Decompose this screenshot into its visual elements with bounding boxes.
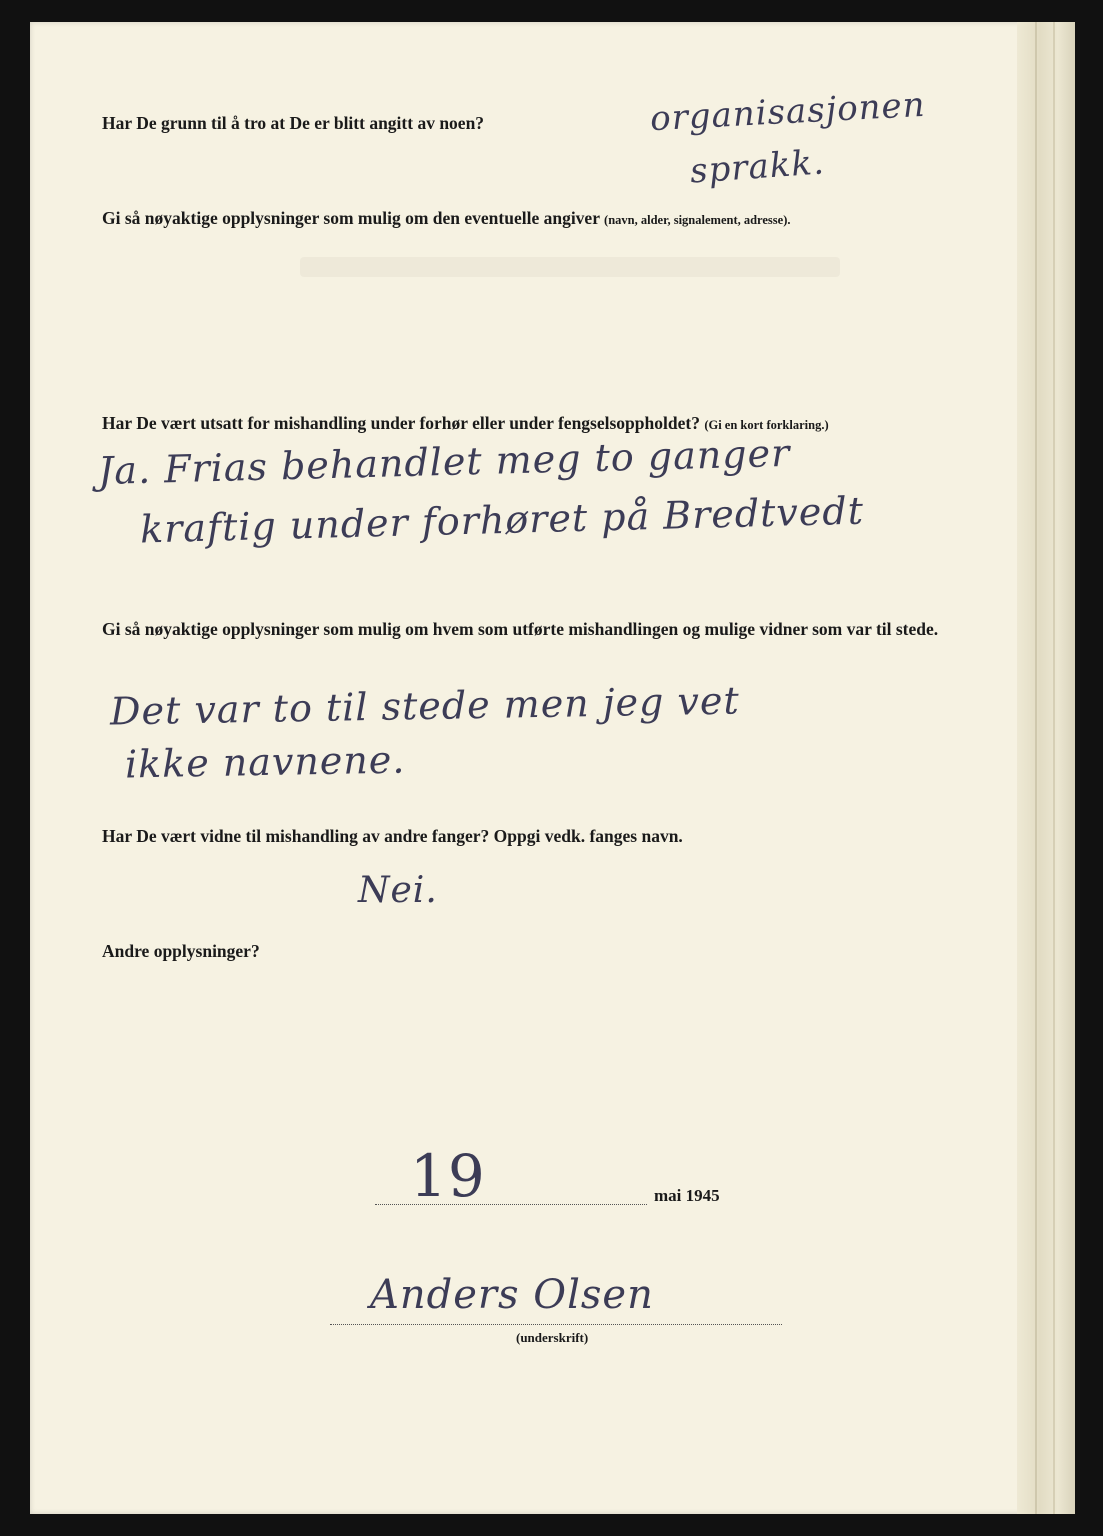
answer-mishandling-line2: kraftig under forhøret på Bredtvedt	[139, 488, 865, 552]
page-fold	[1017, 22, 1075, 1514]
question-mishandling-main: Har De vært utsatt for mishandling under forhør eller under fengselsoppholdet?	[102, 413, 700, 433]
signature-line	[330, 1324, 782, 1325]
form-page	[30, 22, 1075, 1514]
date-day: 19	[410, 1142, 486, 1210]
question-andre: Andre opplysninger?	[102, 941, 260, 961]
answer-angitt-line2: sprakk.	[688, 142, 826, 192]
question-angiver	[102, 207, 791, 231]
question-angiver-note: (navn, alder, signalement, adresse).	[604, 213, 791, 227]
answer-angitt-line1: organisasjonen	[649, 84, 927, 140]
answer-mishandling-line1: Ja. Frias behandlet meg to ganger	[97, 430, 791, 494]
question-angitt: Har De grunn til å tro at De er blitt angitt av noen?	[102, 113, 485, 133]
answer-vidne: Nei.	[358, 870, 438, 911]
signature-label: (underskrift)	[516, 1330, 589, 1345]
bleed-through	[300, 257, 840, 277]
question-utforte: Gi så nøyaktige opplysninger som mulig om hvem som utførte mishandlingen og mulige vidner som var til stede.	[102, 619, 939, 639]
answer-utforte-line1: Det var to til stede men jeg vet	[109, 678, 741, 734]
question-mishandling-note: (Gi en kort forklaring.)	[704, 418, 829, 432]
question-angiver-main: Gi så nøyaktige opplysninger som mulig om den eventuelle angiver	[102, 208, 600, 228]
date-rest: mai 1945	[654, 1186, 720, 1205]
answer-utforte-line2: ikke navnene.	[124, 737, 406, 787]
question-vidne: Har De vært vidne til mishandling av andre fanger? Oppgi vedk. fanges navn.	[102, 826, 683, 846]
date-line	[375, 1204, 647, 1205]
signature: Anders Olsen	[370, 1272, 654, 1318]
